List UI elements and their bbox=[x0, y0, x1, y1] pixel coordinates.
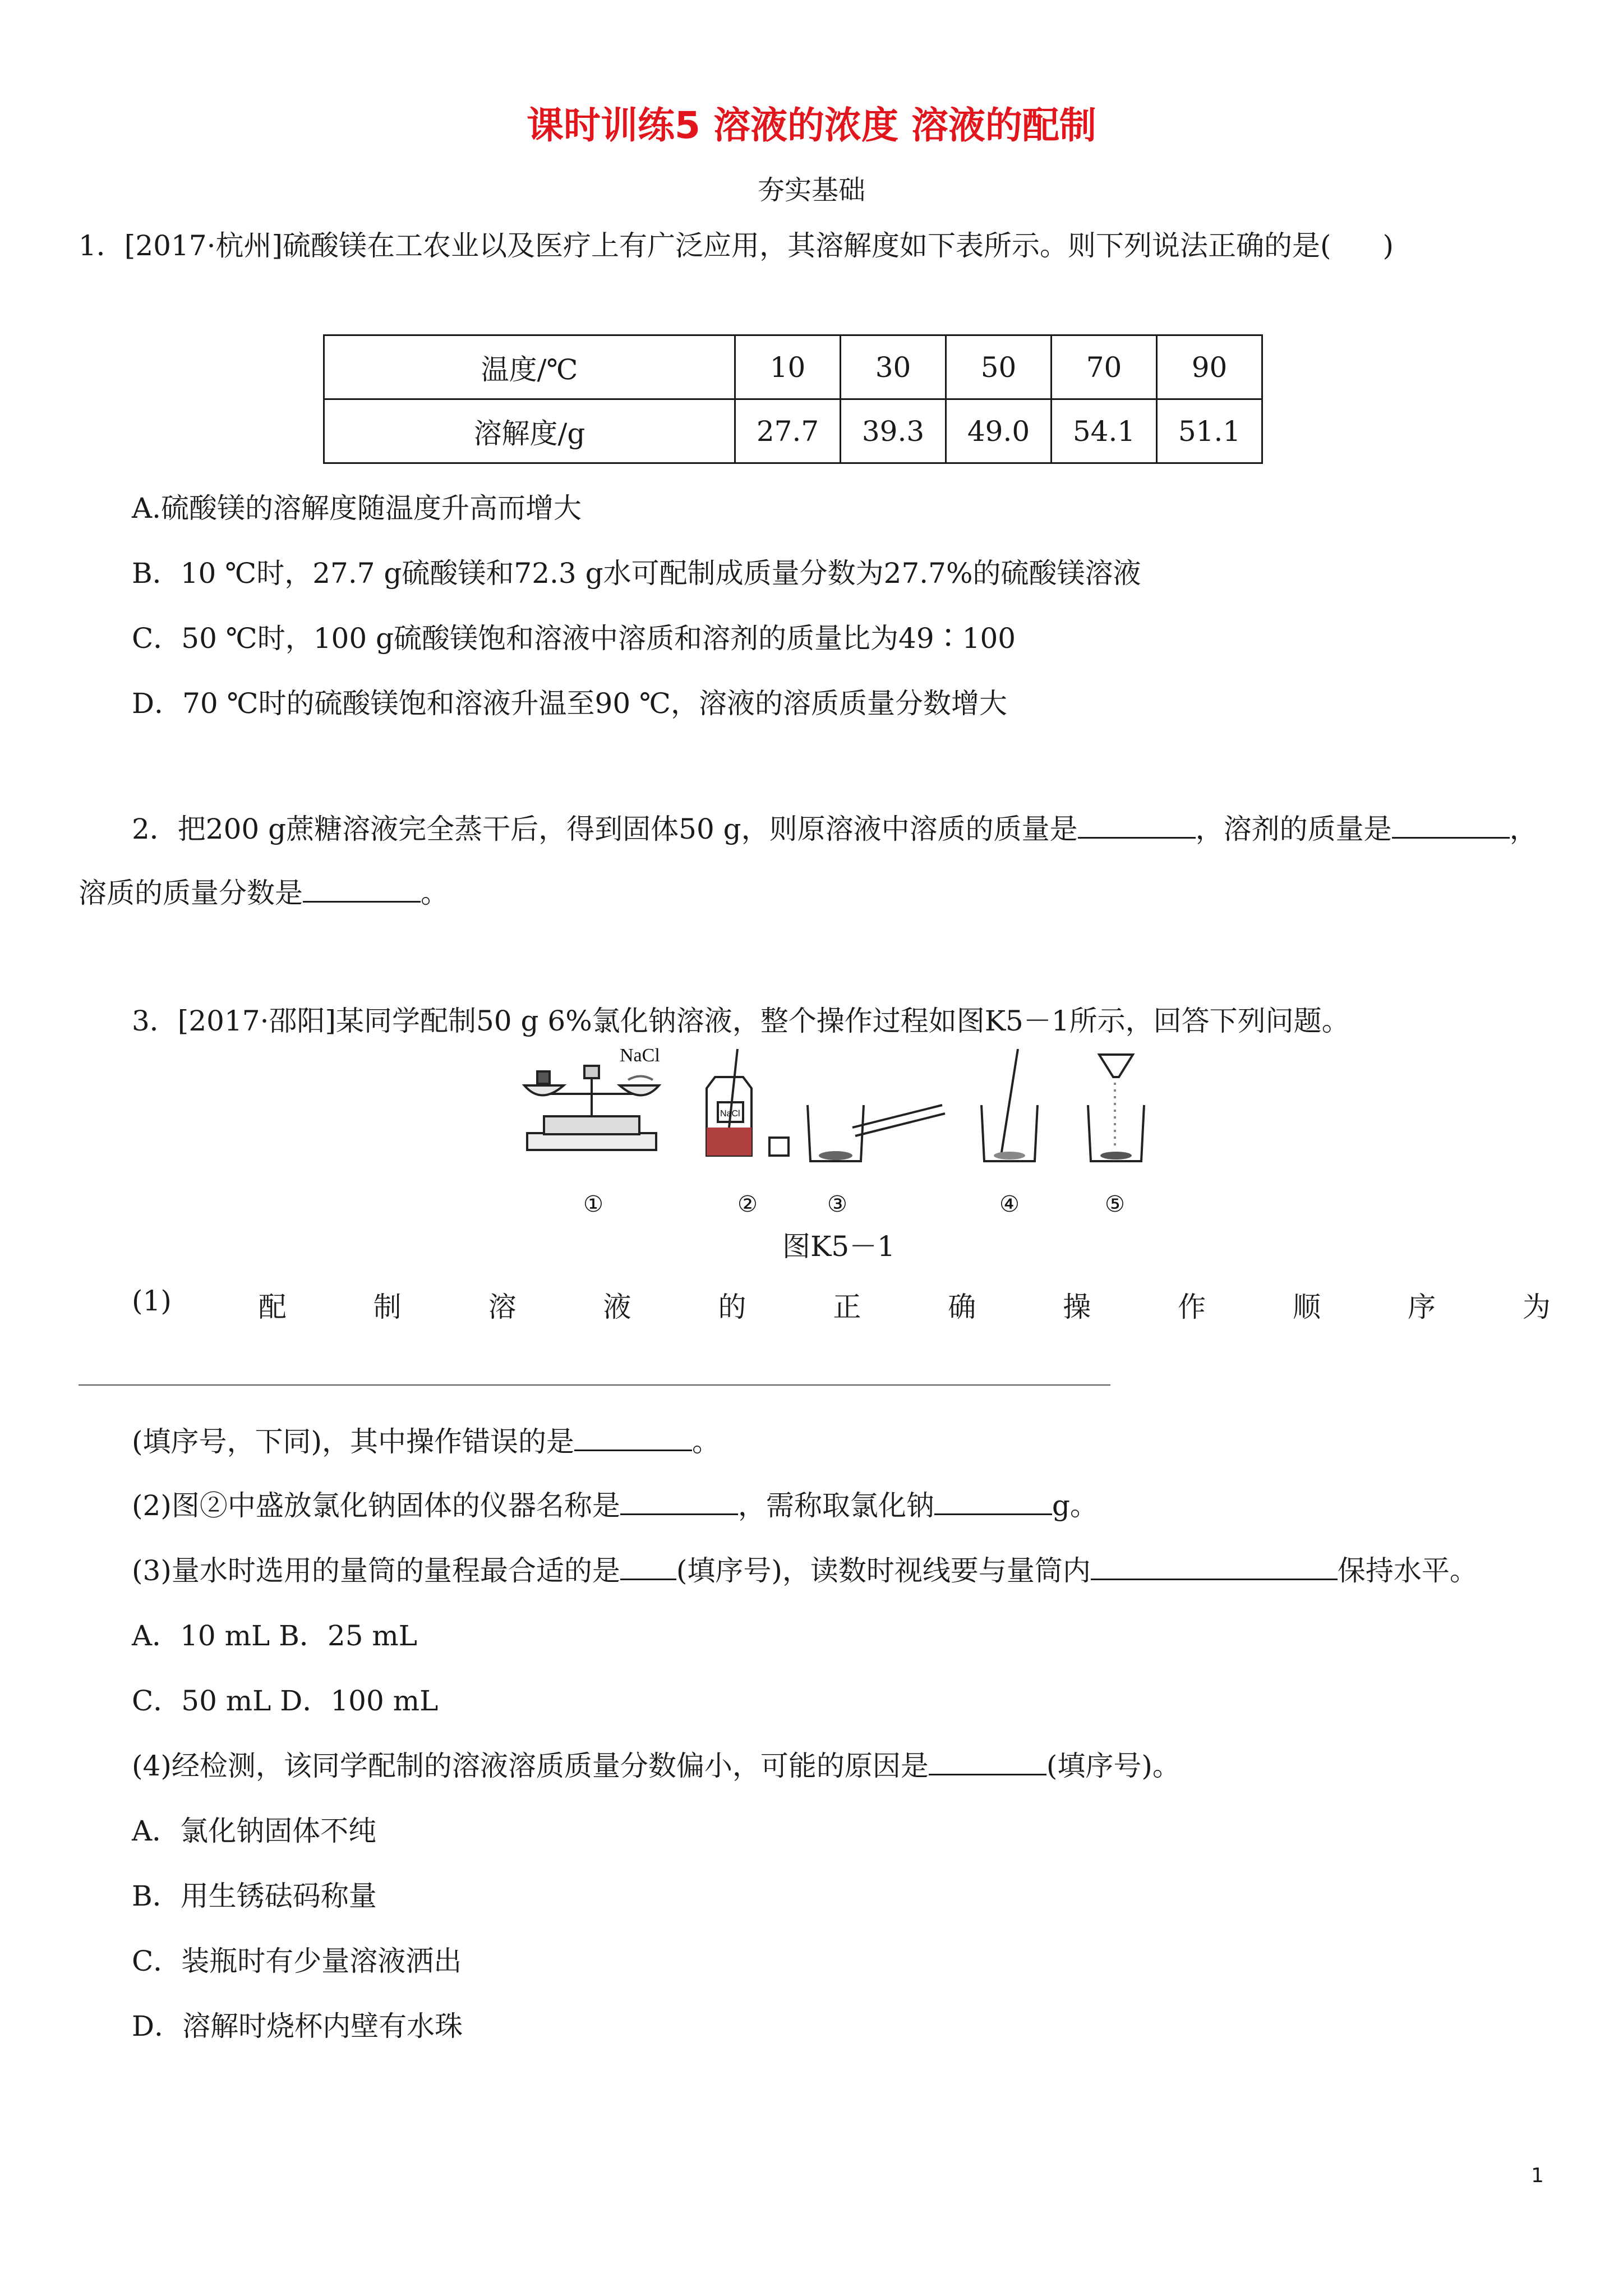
sub-question-3-options-1: A．10 mL B．25 mL bbox=[132, 1619, 418, 1652]
table-cell: 39.3 bbox=[841, 399, 946, 463]
answer-blank bbox=[620, 1487, 738, 1516]
sub-question-3 bbox=[132, 1548, 1478, 1589]
sub-question-text: 。 bbox=[692, 1425, 721, 1458]
balance-scale-icon bbox=[524, 1066, 659, 1150]
sub-question-text: (填序号)。 bbox=[1046, 1750, 1181, 1782]
lab-procedure-figure bbox=[516, 1043, 1189, 1234]
answer-blank bbox=[303, 875, 421, 903]
option-c: C．50 ℃时，100 g硫酸镁饱和溶液中溶质和溶剂的质量比为49∶100 bbox=[132, 622, 1016, 655]
step-label: ① bbox=[583, 1191, 603, 1217]
answer-blank-long bbox=[79, 1384, 1110, 1386]
table-cell: 90 bbox=[1157, 335, 1262, 399]
beaker-pouring-icon bbox=[808, 1105, 945, 1161]
table-cell: 49.0 bbox=[946, 399, 1052, 463]
funnel-beaker-icon bbox=[1088, 1055, 1144, 1161]
sub-question-text: (4)经检测，该同学配制的溶液溶质质量分数偏小，可能的原因是 bbox=[132, 1750, 929, 1782]
answer-blank bbox=[934, 1487, 1052, 1516]
char: (1) bbox=[132, 1285, 172, 1317]
option-b: B．10 ℃时，27.7 g硫酸镁和72.3 g水可配制成质量分数为27.7%的硫酸镁溶液 bbox=[132, 557, 1141, 590]
answer-blank bbox=[1078, 811, 1196, 839]
question-2-text: ， bbox=[1509, 813, 1538, 845]
sub-question-text: (2)图②中盛放氯化钠固体的仪器名称是 bbox=[132, 1489, 620, 1522]
option-d: D．溶解时烧杯内壁有水珠 bbox=[132, 2010, 463, 2042]
sub-question-4 bbox=[132, 1743, 1181, 1784]
sub-question-text: 保持水平。 bbox=[1337, 1554, 1478, 1587]
table-cell: 50 bbox=[946, 335, 1052, 399]
option-d: D．70 ℃时的硫酸镁饱和溶液升温至90 ℃，溶液的溶质质量分数增大 bbox=[132, 687, 1007, 720]
sub-question-3-options-2: C．50 mL D．100 mL bbox=[132, 1685, 439, 1717]
section-heading: 夯实基础 bbox=[757, 174, 865, 206]
reagent-bottle-icon bbox=[707, 1049, 789, 1156]
option-b: B．用生锈砝码称量 bbox=[132, 1880, 377, 1912]
question-2-text: 。 bbox=[421, 877, 449, 909]
step-label: ③ bbox=[827, 1191, 847, 1217]
answer-blank bbox=[574, 1423, 692, 1452]
char: 顺 bbox=[1293, 1291, 1321, 1323]
solubility-table bbox=[323, 334, 1263, 464]
table-header-cell: 溶解度/g bbox=[324, 399, 735, 463]
option-c: C．装瓶时有少量溶液洒出 bbox=[132, 1945, 462, 1977]
char: 制 bbox=[373, 1291, 402, 1323]
step-label: ⑤ bbox=[1105, 1191, 1125, 1217]
stirring-beaker-icon bbox=[981, 1049, 1038, 1161]
answer-blank bbox=[1091, 1552, 1338, 1581]
question-2-line-1 bbox=[132, 807, 1538, 847]
step-label: ④ bbox=[999, 1191, 1020, 1217]
char: 确 bbox=[948, 1291, 976, 1323]
sub-question-1-line bbox=[132, 1285, 1551, 1325]
sub-question-text: (3)量水时选用的量筒的量程最合适的是 bbox=[132, 1554, 620, 1587]
bottle-label: NaCl bbox=[720, 1109, 740, 1119]
question-1-text: 1．[2017·杭州]硫酸镁在工农业以及医疗上有广泛应用，其溶解度如下表所示。则下列说法正确的是( bbox=[79, 229, 1331, 262]
char: 为 bbox=[1522, 1291, 1551, 1323]
answer-blank bbox=[929, 1747, 1046, 1776]
table-cell: 27.7 bbox=[735, 399, 841, 463]
sub-question-text: (填序号，下同)，其中操作错误的是 bbox=[132, 1425, 575, 1458]
table-row bbox=[324, 399, 1262, 463]
char: 溶 bbox=[488, 1291, 517, 1323]
table-cell: 54.1 bbox=[1052, 399, 1157, 463]
answer-paren-close: ) bbox=[1382, 229, 1394, 262]
table-cell: 51.1 bbox=[1157, 399, 1262, 463]
answer-blank bbox=[1392, 811, 1510, 839]
question-2-text: 溶质的质量分数是 bbox=[79, 877, 303, 909]
char: 序 bbox=[1407, 1291, 1436, 1323]
char: 作 bbox=[1178, 1291, 1206, 1323]
step-label: ② bbox=[737, 1191, 758, 1217]
nacl-label: NaCl bbox=[620, 1045, 660, 1066]
question-2-text: 2．把200 g蔗糖溶液完全蒸干后，得到固体50 g，则原溶液中溶质的质量是 bbox=[132, 813, 1078, 845]
sub-question-text: (填序号)，读数时视线要与量筒内 bbox=[676, 1554, 1091, 1587]
table-cell: 10 bbox=[735, 335, 841, 399]
table-cell: 70 bbox=[1052, 335, 1157, 399]
question-3-stem: 3．[2017·邵阳]某同学配制50 g 6%氯化钠溶液，整个操作过程如图K5－1所示，回答下列问题。 bbox=[132, 1005, 1350, 1037]
table-header-cell: 温度/℃ bbox=[324, 335, 735, 399]
char: 配 bbox=[258, 1291, 287, 1323]
char: 的 bbox=[718, 1291, 746, 1323]
question-1-stem bbox=[79, 223, 1394, 264]
page-number: 1 bbox=[1531, 2164, 1544, 2187]
char: 正 bbox=[833, 1291, 861, 1323]
option-a: A．氯化钠固体不纯 bbox=[132, 1815, 377, 1847]
question-2-text: ，溶剂的质量是 bbox=[1195, 813, 1392, 845]
sub-question-text: g。 bbox=[1052, 1489, 1098, 1522]
sub-question-text: ，需称取氯化钠 bbox=[737, 1489, 934, 1522]
page-title: 课时训练5 溶液的浓度 溶液的配制 bbox=[527, 104, 1096, 147]
char: 液 bbox=[603, 1291, 631, 1323]
question-2-line-2 bbox=[79, 871, 449, 911]
table-cell: 30 bbox=[841, 335, 946, 399]
sub-question-2 bbox=[132, 1483, 1098, 1524]
option-a: A.硫酸镁的溶解度随温度升高而增大 bbox=[132, 492, 582, 524]
answer-blank bbox=[620, 1552, 676, 1581]
char: 操 bbox=[1063, 1291, 1091, 1323]
sub-question-1-cont bbox=[132, 1419, 720, 1460]
figure-caption: 图K5－1 bbox=[782, 1230, 895, 1263]
table-row bbox=[324, 335, 1262, 399]
